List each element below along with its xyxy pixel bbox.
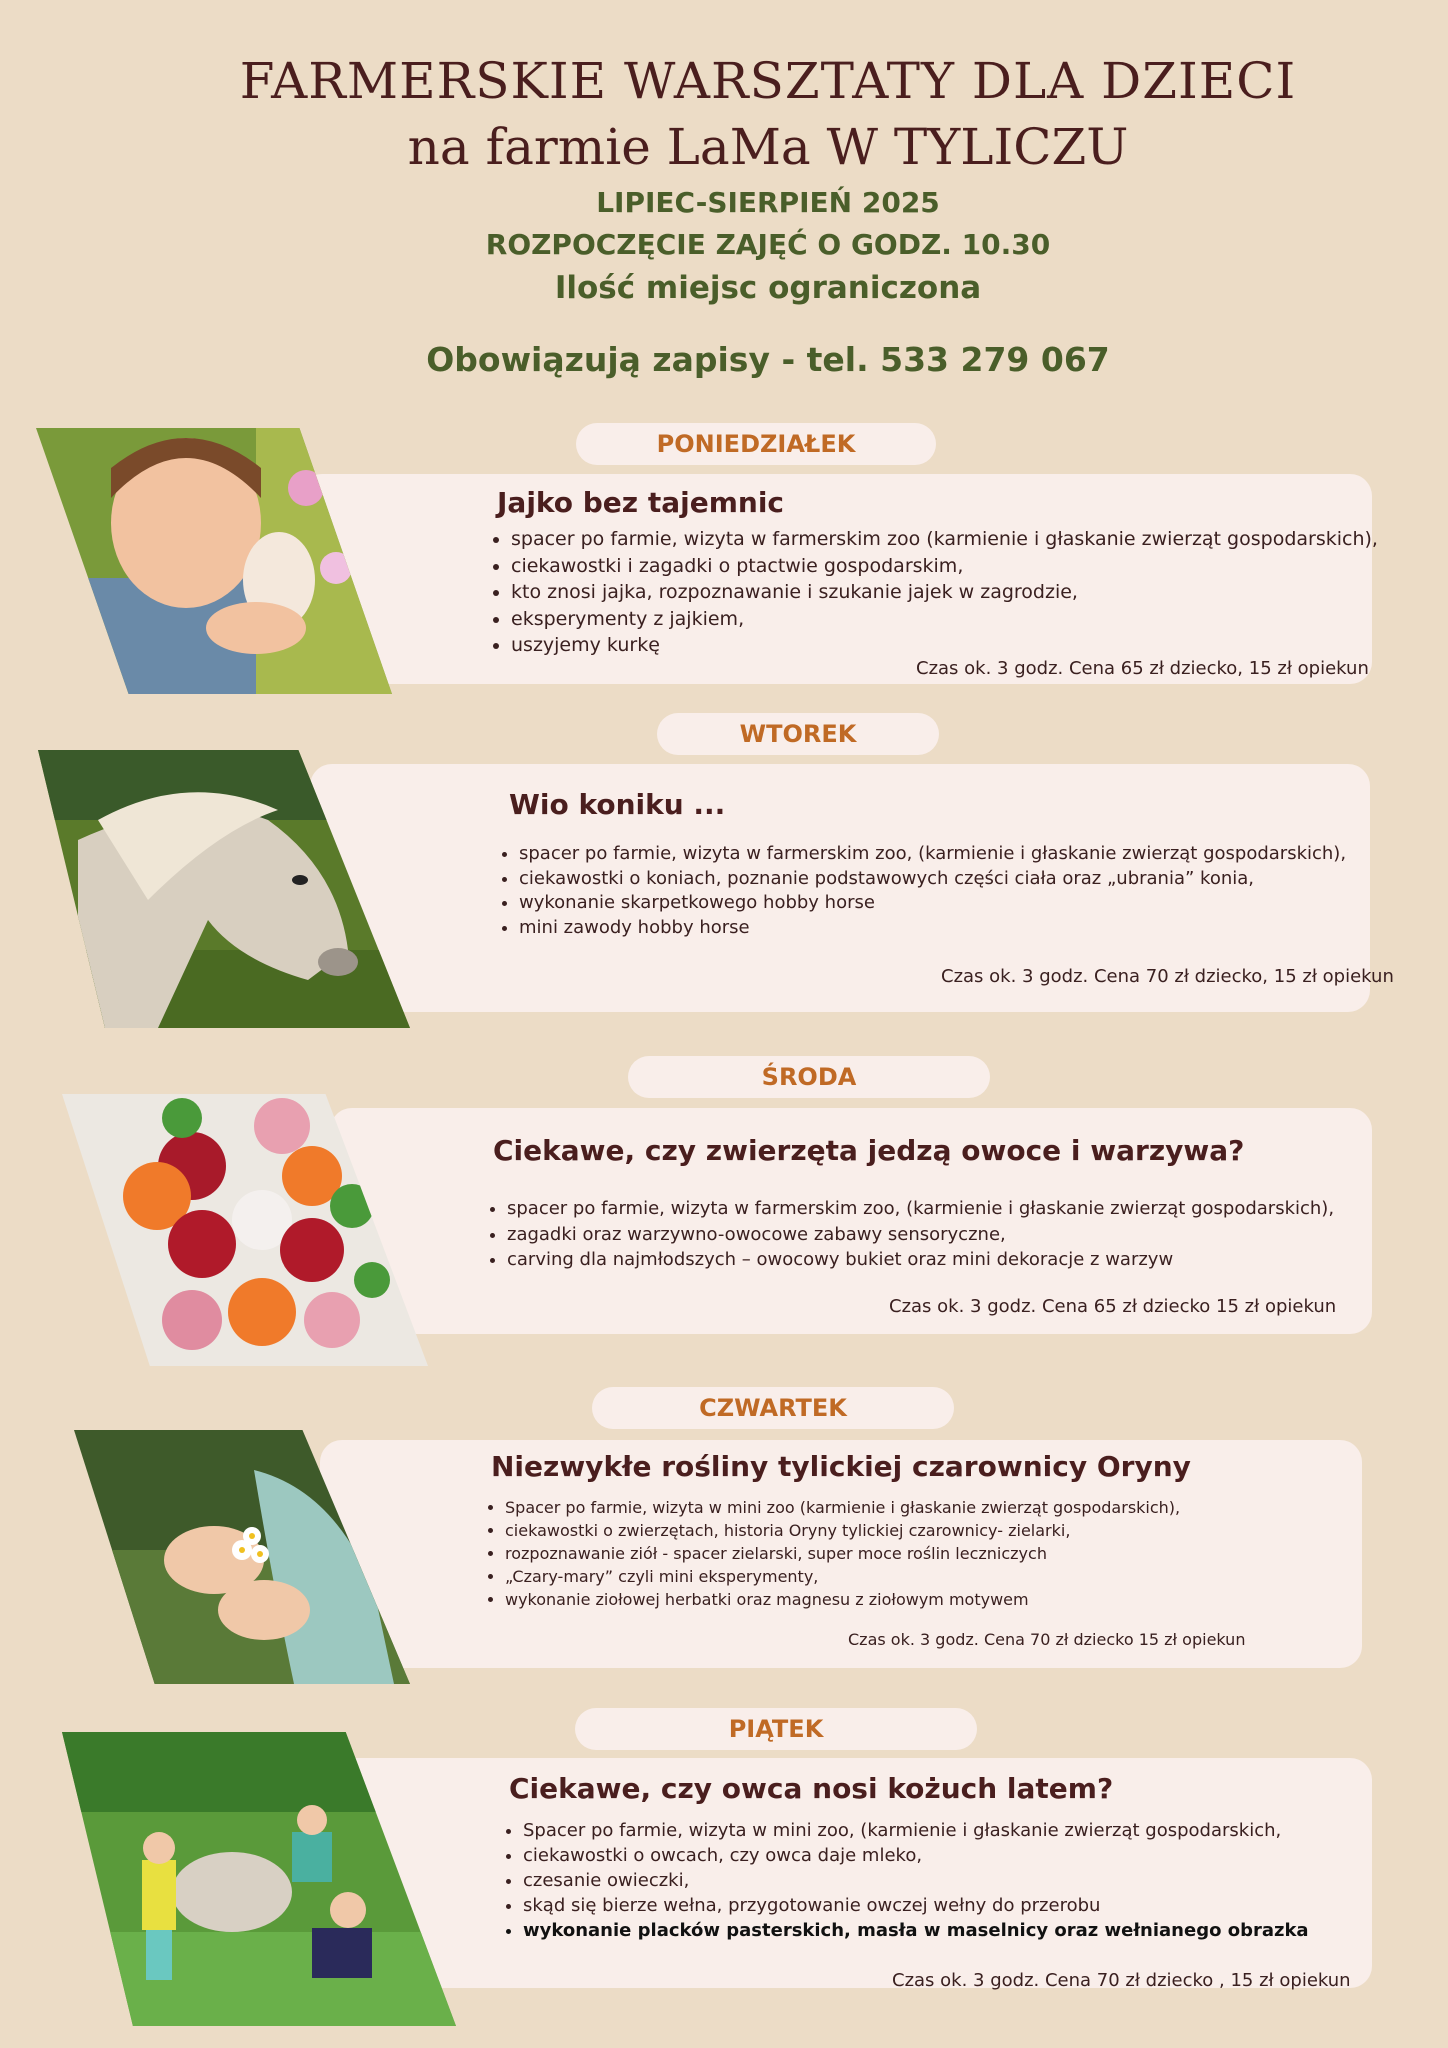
activity-item: • spacer po farmie, wizyta w farmerskim zoo, (karmienie i głaskanie zwierząt gospodarskich),: [519, 842, 1346, 867]
activity-item: • ciekawostki i zagadki o ptactwie gospodarskim,: [511, 553, 1378, 580]
activity-item: • skąd się bierze wełna, przygotowanie owczej wełny do przerobu: [523, 1893, 1309, 1918]
activity-item: • ciekawostki o koniach, poznanie podstawowych części ciała oraz „ubrania” konia,: [519, 867, 1346, 892]
workshop-card-friday: [330, 1758, 1372, 1991]
activity-item: • „Czary-mary” czyli mini eksperymenty,: [505, 1565, 1180, 1588]
activity-item: • mini zawody hobby horse: [519, 916, 1346, 941]
workshop-title: Ciekawe, czy zwierzęta jedzą owoce i warzywa?: [493, 1134, 1245, 1167]
start-time-line: ROZPOCZĘCIE ZAJĘĆ O GODZ. 10.30: [485, 228, 1051, 261]
activity-item: • wykonanie skarpetkowego hobby horse: [519, 891, 1346, 916]
price-info: Czas ok. 3 godz. Cena 70 zł dziecko 15 zł opiekun: [848, 1630, 1246, 1649]
day-label-monday: PONIEDZIAŁEK: [576, 423, 936, 465]
workshop-title: Ciekawe, czy owca nosi kożuch latem?: [509, 1772, 1114, 1805]
workshop-card-thursday: [320, 1440, 1362, 1668]
dates-line: LIPIEC-SIERPIEŃ 2025: [596, 186, 940, 219]
workshop-card-wednesday: [330, 1108, 1372, 1334]
workshop-activities: [491, 526, 1378, 659]
activity-item: • carving dla najmłodszych – owocowy bukiet oraz mini dekoracje z warzyw: [507, 1247, 1334, 1273]
main-subtitle: na farmie LaMa W TYLICZU: [407, 118, 1129, 176]
workshop-activities: [487, 1196, 1334, 1273]
activity-item: • czesanie owieczki,: [523, 1868, 1309, 1893]
workshop-card-tuesday: [310, 764, 1394, 1012]
activity-item: • uszyjemy kurkę: [511, 632, 1378, 659]
workshop-activities: [503, 1818, 1309, 1943]
registration-line: Obowiązują zapisy - tel. 533 279 067: [426, 340, 1110, 379]
workshop-activities: [485, 1496, 1180, 1611]
day-label-friday: PIĄTEK: [575, 1708, 977, 1750]
activity-item: • wykonanie ziołowej herbatki oraz magnesu z ziołowym motywem: [505, 1588, 1180, 1611]
activity-item: • wykonanie placków pasterskich, masła w maselnicy oraz wełnianego obrazka: [523, 1918, 1309, 1943]
activity-item: • Spacer po farmie, wizyta w mini zoo, (karmienie i głaskanie zwierząt gospodarskich,: [523, 1818, 1309, 1843]
activity-item: • Spacer po farmie, wizyta w mini zoo (karmienie i głaskanie zwierząt gospodarskich),: [505, 1496, 1180, 1519]
price-info: Czas ok. 3 godz. Cena 70 zł dziecko , 15 zł opiekun: [892, 1970, 1351, 1991]
price-info: Czas ok. 3 godz. Cena 70 zł dziecko, 15 zł opiekun: [941, 966, 1394, 987]
workshop-activities: [499, 842, 1346, 940]
price-info: Czas ok. 3 godz. Cena 65 zł dziecko, 15 zł opiekun: [916, 658, 1369, 679]
activity-item: • ciekawostki o owcach, czy owca daje mleko,: [523, 1843, 1309, 1868]
activity-item: • kto znosi jajka, rozpoznawanie i szukanie jajek w zagrodzie,: [511, 579, 1378, 606]
activity-item: • zagadki oraz warzywno-owocowe zabawy sensoryczne,: [507, 1222, 1334, 1248]
limited-places-line: Ilość miejsc ograniczona: [554, 270, 982, 306]
child-with-egg-photo: [36, 428, 392, 694]
main-title: FARMERSKIE WARSZTATY DLA DZIECI: [239, 52, 1297, 110]
activity-item: • rozpoznawanie ziół - spacer zielarski, super moce roślin leczniczych: [505, 1542, 1180, 1565]
workshop-title: Niezwykłe rośliny tylickiej czarownicy Oryny: [491, 1450, 1191, 1483]
day-label-tuesday: WTOREK: [657, 713, 939, 755]
activity-item: • eksperymenty z jajkiem,: [511, 606, 1378, 633]
activity-item: • ciekawostki o zwierzętach, historia Oryny tylickiej czarownicy- zielarki,: [505, 1519, 1180, 1542]
price-info: Czas ok. 3 godz. Cena 65 zł dziecko 15 zł opiekun: [889, 1296, 1337, 1317]
activity-item: • spacer po farmie, wizyta w farmerskim zoo (karmienie i głaskanie zwierząt gospodarskich),: [511, 526, 1378, 553]
activity-item: • spacer po farmie, wizyta w farmerskim zoo, (karmienie i głaskanie zwierząt gospodarskich),: [507, 1196, 1334, 1222]
day-label-wednesday: ŚRODA: [628, 1056, 990, 1098]
workshop-title: Wio koniku ...: [509, 788, 726, 821]
workshop-card-monday: [300, 474, 1378, 684]
workshop-title: Jajko bez tajemnic: [497, 486, 785, 519]
day-label-thursday: CZWARTEK: [592, 1387, 954, 1429]
